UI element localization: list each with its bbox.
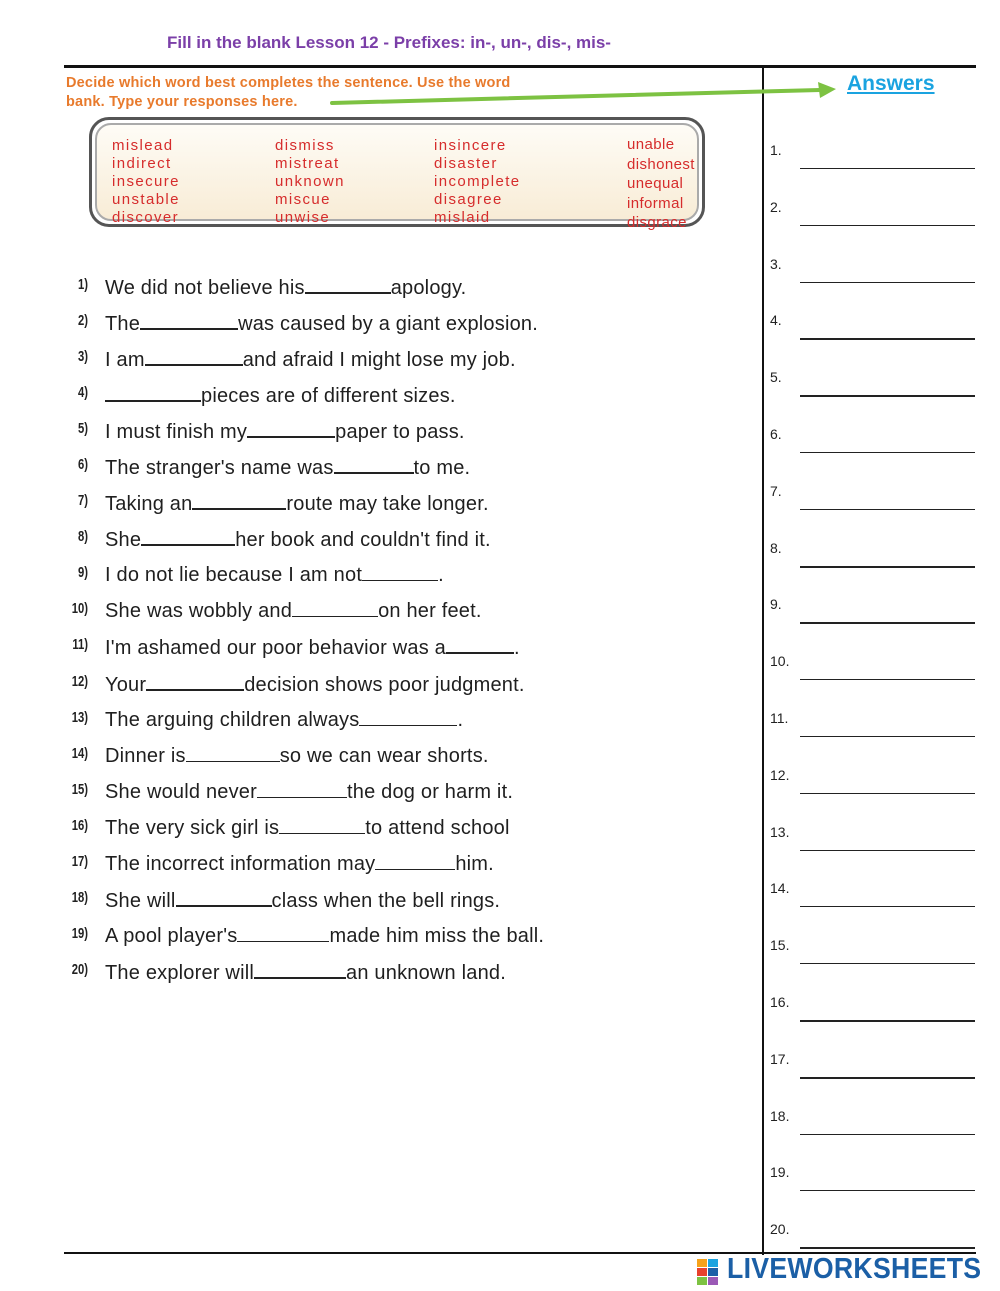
answer-row bbox=[770, 710, 975, 740]
question-text-after: decision shows poor judgment. bbox=[244, 674, 525, 696]
question-text bbox=[105, 921, 544, 948]
question-text bbox=[105, 741, 489, 768]
question-text-after: him. bbox=[455, 853, 494, 875]
question-text-before: The stranger's name was bbox=[105, 457, 334, 479]
question-text-after: made him miss the ball. bbox=[329, 925, 545, 947]
question-row bbox=[0, 344, 740, 380]
answer-number: 14. bbox=[770, 880, 790, 897]
word-bank-word: dismiss bbox=[275, 137, 335, 154]
question-number: 20) bbox=[71, 961, 88, 978]
question-row bbox=[0, 885, 740, 921]
answer-input[interactable] bbox=[800, 209, 975, 226]
question-text-before: The very sick girl is bbox=[105, 817, 280, 839]
answer-number: 1. bbox=[770, 142, 782, 158]
question-number: 19) bbox=[71, 925, 88, 942]
question-text bbox=[105, 272, 466, 300]
answer-number: 15. bbox=[770, 937, 790, 954]
question-text-before: We did not believe his bbox=[105, 277, 305, 299]
answer-row bbox=[770, 1051, 975, 1081]
question-number: 5) bbox=[77, 420, 88, 437]
arrow-right-icon bbox=[330, 80, 840, 110]
word-bank-column-4 bbox=[627, 135, 695, 233]
answer-blank bbox=[362, 560, 438, 581]
question-text-after: was caused by a giant explosion. bbox=[238, 313, 538, 335]
question-text-after: her book and couldn't find it. bbox=[235, 529, 491, 551]
answer-row bbox=[770, 1164, 975, 1194]
answer-number: 13. bbox=[770, 823, 790, 840]
liveworksheets-logo-icon bbox=[697, 1255, 725, 1287]
question-text-after: so we can wear shorts. bbox=[279, 745, 489, 767]
question-number: 14) bbox=[71, 745, 88, 762]
answer-input[interactable] bbox=[800, 1004, 975, 1022]
question-row bbox=[0, 705, 740, 741]
question-text bbox=[105, 705, 463, 732]
answer-number: 11. bbox=[770, 710, 789, 726]
answer-input[interactable] bbox=[800, 606, 975, 624]
answer-number: 18. bbox=[770, 1107, 790, 1124]
question-row bbox=[0, 308, 740, 344]
answers-link[interactable]: Answers bbox=[847, 72, 935, 95]
answer-row bbox=[770, 142, 975, 172]
question-row bbox=[0, 560, 740, 596]
answer-blank bbox=[279, 813, 365, 834]
question-text bbox=[105, 777, 513, 804]
question-row bbox=[0, 452, 740, 488]
answer-row bbox=[770, 937, 975, 967]
question-row bbox=[0, 272, 740, 308]
question-number: 9) bbox=[77, 564, 88, 581]
question-text-after: pieces are of different sizes. bbox=[201, 385, 456, 407]
answer-row bbox=[770, 767, 975, 797]
answer-input[interactable] bbox=[800, 720, 975, 737]
question-text-before: A pool player's bbox=[105, 925, 238, 947]
answer-number: 9. bbox=[770, 596, 782, 613]
question-text-after: route may take longer. bbox=[286, 493, 489, 515]
question-text bbox=[105, 560, 444, 587]
answer-number: 17. bbox=[770, 1050, 790, 1067]
instructions-line-2: bank. Type your responses here. bbox=[66, 94, 298, 110]
word-bank-word: dishonest bbox=[627, 155, 695, 173]
word-bank-word: mislaid bbox=[434, 209, 491, 226]
question-number: 18) bbox=[71, 889, 88, 906]
answer-input[interactable] bbox=[800, 663, 975, 680]
answer-blank bbox=[257, 777, 347, 798]
answer-number: 2. bbox=[770, 198, 782, 215]
word-bank-word: unknown bbox=[275, 173, 345, 190]
answer-number: 6. bbox=[770, 426, 782, 442]
column-divider bbox=[762, 65, 764, 1255]
answer-row bbox=[770, 199, 975, 229]
question-text-after: an unknown land. bbox=[346, 962, 507, 984]
question-row bbox=[0, 669, 740, 705]
word-bank-word: miscue bbox=[275, 191, 331, 208]
question-text-before: She will bbox=[105, 890, 176, 912]
question-row bbox=[0, 380, 740, 416]
question-number: 2) bbox=[77, 312, 88, 329]
answer-blank bbox=[176, 885, 272, 907]
question-text-before: The bbox=[105, 313, 141, 335]
question-row bbox=[0, 741, 740, 777]
answer-blank bbox=[145, 344, 243, 366]
answer-row bbox=[770, 256, 975, 286]
question-number: 16) bbox=[71, 817, 88, 834]
question-number: 12) bbox=[71, 673, 88, 690]
question-text-before: The incorrect information may bbox=[105, 853, 376, 875]
answer-blank bbox=[254, 957, 346, 979]
question-text-before: I do not lie because I am not bbox=[105, 564, 363, 586]
question-text-after: class when the bell rings. bbox=[271, 890, 501, 912]
answer-row bbox=[770, 426, 975, 456]
question-text bbox=[105, 849, 494, 876]
question-number: 4) bbox=[77, 384, 88, 401]
answer-input[interactable] bbox=[800, 1174, 975, 1191]
word-bank-word: insecure bbox=[112, 173, 180, 190]
word-bank-column-2 bbox=[275, 137, 345, 227]
question-text bbox=[105, 596, 482, 623]
question-text-after: to me. bbox=[413, 457, 471, 479]
question-row bbox=[0, 524, 740, 560]
answer-blank bbox=[375, 849, 455, 870]
question-text-after: apology. bbox=[390, 277, 467, 299]
answer-row bbox=[770, 824, 975, 854]
answer-number: 3. bbox=[770, 255, 782, 272]
answer-input[interactable] bbox=[800, 890, 975, 907]
answer-blank bbox=[141, 524, 235, 546]
question-text-after: the dog or harm it. bbox=[346, 781, 514, 803]
question-text-before: I'm ashamed our poor behavior was a bbox=[105, 637, 446, 659]
answer-blank bbox=[186, 741, 280, 762]
word-bank-word: disaster bbox=[434, 155, 498, 172]
question-number: 10) bbox=[71, 600, 88, 617]
word-bank bbox=[89, 117, 705, 231]
answer-input[interactable] bbox=[800, 1231, 975, 1249]
question-number: 11) bbox=[72, 636, 88, 653]
question-text bbox=[105, 632, 520, 660]
question-text-before: She was wobbly and bbox=[105, 600, 293, 622]
question-text-after: . bbox=[438, 564, 444, 586]
word-bank-word: indirect bbox=[112, 155, 172, 172]
word-bank-word: informal bbox=[627, 194, 684, 212]
answer-input[interactable] bbox=[800, 322, 975, 340]
answer-blank bbox=[334, 452, 414, 474]
question-number: 1) bbox=[77, 276, 88, 293]
word-bank-word: unwise bbox=[275, 209, 331, 226]
answer-input[interactable] bbox=[800, 379, 975, 397]
question-text-after: paper to pass. bbox=[335, 421, 465, 443]
answer-input[interactable] bbox=[800, 777, 975, 794]
question-text-before: I must finish my bbox=[105, 421, 248, 443]
answer-number: 12. bbox=[770, 766, 790, 783]
answer-blank bbox=[359, 705, 457, 726]
question-text bbox=[105, 308, 538, 336]
answer-row bbox=[770, 483, 975, 513]
question-row bbox=[0, 813, 740, 849]
question-text-after: . bbox=[457, 709, 464, 731]
question-number: 3) bbox=[77, 348, 88, 365]
question-text-before: Taking an bbox=[105, 493, 193, 515]
question-text bbox=[105, 957, 506, 985]
question-text bbox=[105, 885, 500, 913]
answer-blank bbox=[105, 380, 201, 402]
question-row bbox=[0, 416, 740, 452]
word-bank-word: disgrace bbox=[627, 214, 687, 231]
word-bank-word: unstable bbox=[112, 191, 180, 208]
question-text bbox=[105, 452, 470, 480]
answer-row bbox=[770, 880, 975, 910]
question-text bbox=[105, 380, 456, 408]
answer-number: 20. bbox=[770, 1221, 790, 1238]
question-text-before: Your bbox=[105, 674, 147, 696]
answer-blank bbox=[247, 416, 335, 438]
worksheet-title: Fill in the blank Lesson 12 - Prefixes: in-, un-, dis-, mis- bbox=[167, 33, 611, 52]
question-number: 8) bbox=[77, 528, 88, 545]
question-text bbox=[105, 416, 465, 444]
question-row bbox=[0, 596, 740, 632]
answer-row bbox=[770, 312, 975, 342]
question-text-before: The explorer will bbox=[105, 962, 255, 984]
answer-row bbox=[770, 1108, 975, 1138]
question-text bbox=[105, 813, 510, 840]
answer-row bbox=[770, 1221, 975, 1251]
answer-number: 4. bbox=[770, 312, 782, 329]
word-bank-word: incomplete bbox=[434, 173, 521, 190]
answer-blank bbox=[140, 308, 238, 330]
answer-input[interactable] bbox=[800, 152, 975, 169]
question-text-before: Dinner is bbox=[105, 745, 186, 767]
answer-number: 19. bbox=[770, 1164, 790, 1181]
word-bank-word: unable bbox=[627, 136, 675, 153]
question-number: 15) bbox=[71, 781, 88, 798]
answer-input[interactable] bbox=[800, 1118, 975, 1135]
question-row bbox=[0, 849, 740, 885]
answer-input[interactable] bbox=[800, 1061, 975, 1079]
question-number: 7) bbox=[77, 492, 88, 509]
answer-input[interactable] bbox=[800, 834, 975, 851]
answer-blank bbox=[305, 272, 391, 294]
word-bank-column-3 bbox=[434, 137, 521, 227]
question-text-before: She would never bbox=[105, 781, 257, 803]
instructions-line-1: Decide which word best completes the sentence. Use the word bbox=[66, 75, 511, 91]
question-text-before: The arguing children always bbox=[105, 709, 360, 731]
answer-input[interactable] bbox=[800, 947, 975, 964]
answer-blank bbox=[446, 632, 514, 654]
word-bank-inner bbox=[95, 123, 699, 231]
word-bank-column-1 bbox=[112, 137, 180, 227]
question-text-after: . bbox=[514, 637, 520, 659]
word-bank-word: discover bbox=[112, 209, 180, 226]
answer-blank bbox=[292, 596, 378, 617]
question-text bbox=[105, 524, 491, 552]
word-bank-word: mistreat bbox=[275, 155, 340, 172]
liveworksheets-logo: LIVEWORKSHEETS bbox=[727, 1253, 982, 1285]
question-row bbox=[0, 777, 740, 813]
answer-input[interactable] bbox=[800, 550, 975, 568]
answer-blank bbox=[237, 921, 329, 942]
answer-number: 7. bbox=[770, 482, 782, 499]
question-text-after: and afraid I might lose my job. bbox=[242, 349, 516, 371]
question-text-after: to attend school bbox=[365, 817, 510, 839]
question-number: 17) bbox=[71, 853, 88, 870]
question-number: 13) bbox=[71, 709, 88, 726]
question-text-before: I am bbox=[105, 349, 145, 371]
answer-row bbox=[770, 653, 975, 683]
answer-row bbox=[770, 540, 975, 570]
question-text bbox=[105, 488, 489, 516]
answer-input[interactable] bbox=[800, 436, 975, 453]
question-text-after: on her feet. bbox=[378, 600, 482, 622]
answer-row bbox=[770, 596, 975, 626]
question-row bbox=[0, 957, 740, 993]
question-text-before: She bbox=[105, 529, 142, 551]
answer-row bbox=[770, 994, 975, 1024]
question-text bbox=[105, 669, 525, 697]
word-bank-word: mislead bbox=[112, 137, 174, 154]
question-number: 6) bbox=[77, 456, 88, 473]
word-bank-word: unequal bbox=[627, 175, 684, 192]
question-text bbox=[105, 344, 516, 372]
answer-number: 5. bbox=[770, 369, 782, 386]
question-row bbox=[0, 488, 740, 524]
answer-number: 8. bbox=[770, 539, 782, 556]
answer-row bbox=[770, 369, 975, 399]
answer-number: 10. bbox=[770, 653, 790, 670]
answer-blank bbox=[146, 669, 244, 691]
answer-number: 16. bbox=[770, 994, 790, 1010]
answer-input[interactable] bbox=[800, 266, 975, 283]
answer-input[interactable] bbox=[800, 493, 975, 510]
word-bank-word: insincere bbox=[434, 137, 507, 154]
question-row bbox=[0, 921, 740, 957]
word-bank-word: disagree bbox=[434, 191, 503, 208]
answer-blank bbox=[192, 488, 286, 510]
question-row bbox=[0, 632, 740, 668]
top-rule bbox=[64, 65, 976, 68]
